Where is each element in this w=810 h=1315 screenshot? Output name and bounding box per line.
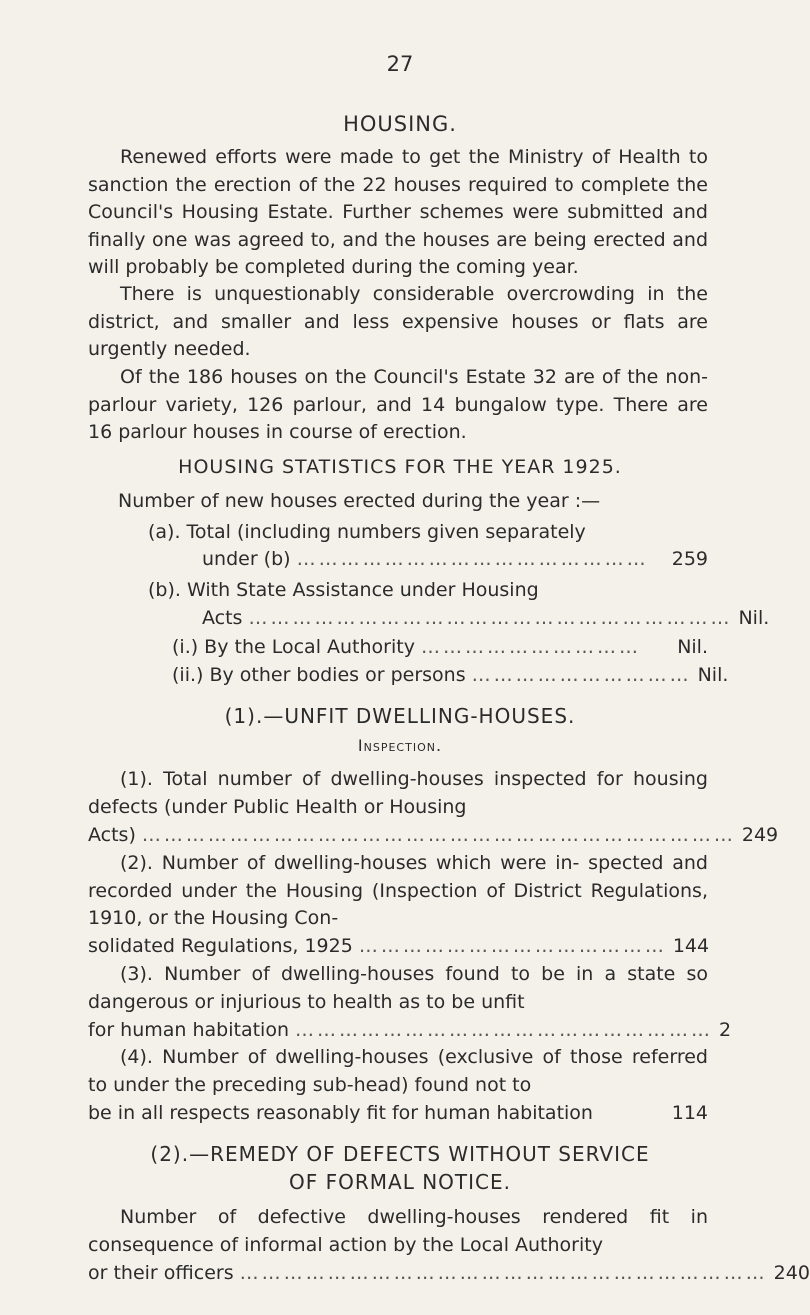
unfit-item-1-last: Acts)	[88, 824, 136, 846]
unfit-item-1-value: 249	[741, 824, 779, 846]
stat-item-ii-row: (ii.) By other bodies or persons ………………………… Nil.	[172, 661, 708, 689]
unfit-item-1-row: Acts) ……………………………………………………………………… 249	[88, 821, 708, 849]
stat-item-i-row: (i.) By the Local Authority ………………………… Nil.	[172, 633, 708, 661]
intro-paragraph-2: There is unquestionably considerable overcrowding in the district, and smaller and less expensive houses or flats are urgently needed.	[88, 283, 708, 360]
unfit-item-3-row: for human habitation ………………………………………………… 2	[88, 1016, 708, 1044]
stat-item-a-line1	[148, 518, 708, 546]
unfit-item-2-value: 144	[672, 935, 710, 957]
remedy-heading-line2: OF FORMAL NOTICE.	[289, 1170, 511, 1194]
stat-item-ii-value: Nil.	[697, 664, 729, 686]
unfit-item-2-last: solidated Regulations, 1925	[88, 935, 353, 957]
unfit-item-3-value: 2	[719, 1019, 732, 1041]
stat-item-b-value: Nil.	[738, 607, 770, 629]
remedy-heading-line1: (2).—REMEDY OF DEFECTS WITHOUT SERVICE	[150, 1142, 650, 1166]
unfit-item-3-text: (3). Number of dwelling-houses found to be in a state so dangerous or injurious to health as to be unfit	[88, 963, 708, 1013]
remedy-row: or their officers ……………………………………………………………… 240	[88, 1259, 708, 1287]
stat-item-b-label-cont: Acts	[202, 607, 243, 629]
unfit-subheading: Inspection.	[357, 736, 443, 755]
intro-paragraph-1: Renewed efforts were made to get the Ministry of Health to sanction the erection of the 22 houses required to complete the Council's Housing Estate. Further schemes were submitted and finally one was agreed to, and the houses are being erected and will probably be completed during the coming year.	[88, 146, 708, 278]
unfit-item-2-text: (2). Number of dwelling-houses which were in- spected and recorded under the Housing (Inspection of District Regulations, 1910, or the Housing Con-	[88, 852, 708, 929]
stat-item-b-row: Acts ………………………………………………………… Nil.	[202, 604, 708, 632]
stat-item-i-value: Nil.	[677, 636, 708, 658]
unfit-item-4-row	[88, 1099, 708, 1127]
unfit-item-3-last: for human habitation	[88, 1019, 289, 1041]
page-title: HOUSING.	[343, 112, 457, 136]
statistics-heading: HOUSING STATISTICS FOR THE YEAR 1925.	[178, 456, 622, 478]
unfit-heading: (1).—UNFIT DWELLING-HOUSES.	[224, 704, 576, 728]
stat-item-i-label: (i.) By the Local Authority	[172, 636, 415, 658]
remedy-value: 240	[773, 1262, 810, 1284]
stat-item-a-value: 259	[671, 548, 708, 570]
unfit-item-4-last: be in all respects reasonably fit for human habitation	[88, 1102, 593, 1124]
unfit-item-4-value: 114	[671, 1102, 708, 1124]
stat-item-ii-label: (ii.) By other bodies or persons	[172, 664, 466, 686]
stat-item-a-label: (a). Total (including numbers given separately	[148, 521, 586, 543]
unfit-item-2-row: solidated Regulations, 1925 …………………………………… 144	[88, 932, 708, 960]
stat-item-b-label: (b). With State Assistance under Housing	[148, 579, 539, 601]
remedy-last: or their officers	[88, 1262, 234, 1284]
intro-paragraph-3: Of the 186 houses on the Council's Estate 32 are of the non-parlour variety, 126 parlour, and 14 bungalow type. There are 16 parlour houses in course of erection.	[88, 366, 708, 443]
statistics-subheading: Number of new houses erected during the year :—	[118, 490, 601, 512]
page-number: 27	[386, 52, 414, 76]
stat-item-b-line1	[148, 576, 708, 604]
unfit-item-1-text: (1). Total number of dwelling-houses inspected for housing defects (under Public Health or Housing	[88, 768, 708, 818]
stat-item-a-row: under (b) ………………………………………… 259	[202, 545, 708, 573]
stat-item-a-label-cont: under (b)	[202, 548, 291, 570]
unfit-item-4-text: (4). Number of dwelling-houses (exclusive of those referred to under the preceding sub-head) found not to	[88, 1046, 708, 1096]
remedy-text: Number of defective dwelling-houses rendered fit in consequence of informal action by the Local Authority	[88, 1206, 708, 1256]
